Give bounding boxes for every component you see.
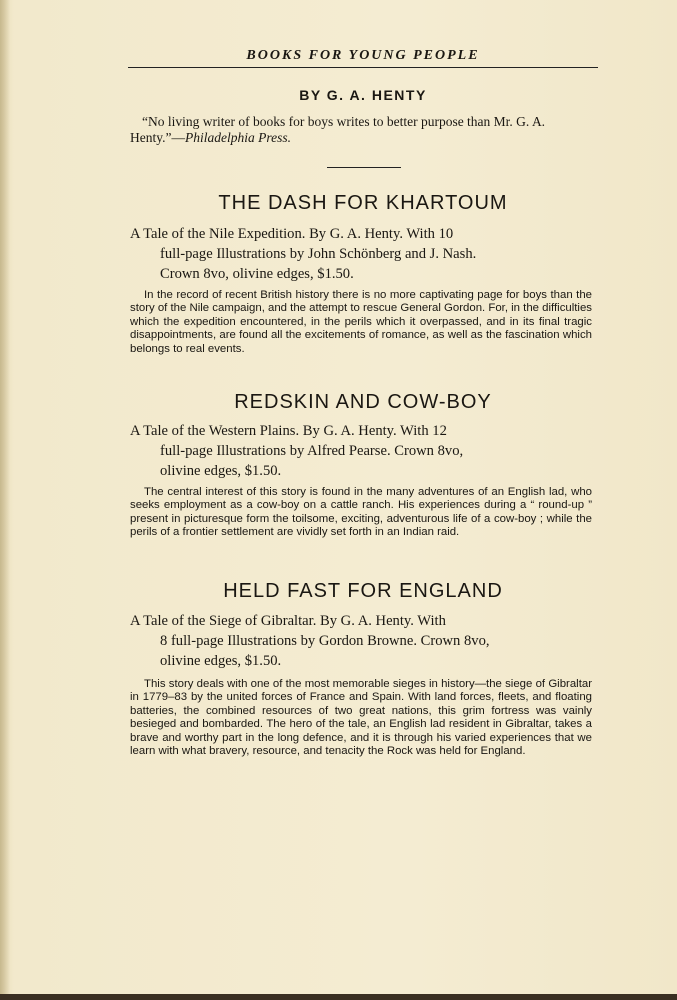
book-blurb-text: This story deals with one of the most memorable sieges in history—the siege of Gibraltar in 1779–83 by the united forces of France and Spain. With land forces, fleets, and floating batteries, the combined resources of two great nations, this grim fortress was vainly besieged and bombarded. The hero of the tale, an English lad resident in Gibraltar, takes a brave and worthy part in the long defence, and it is through his varied experiences that we learn with what bravery, resource, and tenacity the Rock was held for England. [130,678,592,758]
book-description-line: olivine edges, $1.50. [160,463,282,479]
book-description-line: olivine edges, $1.50. [160,653,282,669]
book-blurb-text: The central interest of this story is found in the many adventures of an English lad, who seeks employment as a cow-boy on a cattle ranch. His experiences during a “ round-up ” present in picturesque form the toilsome, exciting, adventurous life of a cow-boy ; while the perils of a frontier settlement are vividly set forth in an Indian raid. [130,486,592,539]
spine-shadow [0,0,10,1000]
header-rule [128,67,598,68]
book-description-line: A Tale of the Nile Expedition. By G. A. Henty. With 10 [130,226,454,242]
book-description [130,224,598,284]
quote-source: Philadelphia Press. [184,130,291,145]
book-description [130,611,598,671]
author-byline: BY G. A. HENTY [299,87,427,103]
book-description-line: full-page Illustrations by Alfred Pearse. Crown 8vo, [160,443,464,459]
book-blurb [130,289,592,356]
book-blurb [130,678,592,758]
book-description-line: 8 full-page Illustrations by Gordon Browne. Crown 8vo, [160,633,490,649]
running-head: BOOKS FOR YOUNG PEOPLE [246,48,480,63]
book-title: THE DASH FOR KHARTOUM [218,192,508,214]
author-quote [130,114,598,146]
book-description-line: full-page Illustrations by John Schönberg and J. Nash. [160,246,477,262]
book-blurb-text: In the record of recent British history there is no more captivating page for boys than the story of the Nile campaign, and the attempt to rescue General Gordon. For, in the difficulties which the expedition encountered, in the perils which it overpassed, and in its final tragic disappointments, are found all the excitements of romance, as well as the fascination which belongs to real events. [130,289,592,355]
book-description [130,421,598,481]
book-description-line: A Tale of the Siege of Gibraltar. By G. A. Henty. With [130,613,446,629]
section-divider [327,167,401,168]
page-bottom-edge [0,994,677,1000]
book-description-line: Crown 8vo, olivine edges, $1.50. [160,266,354,282]
book-title: HELD FAST FOR ENGLAND [223,580,503,602]
quote-text: “No living writer of books for boys writes to better purpose than Mr. G. A. Henty.”— [130,114,546,145]
book-blurb [130,486,592,540]
book-description-line: A Tale of the Western Plains. By G. A. Henty. With 12 [130,423,447,439]
book-title: REDSKIN AND COW-BOY [234,391,492,413]
